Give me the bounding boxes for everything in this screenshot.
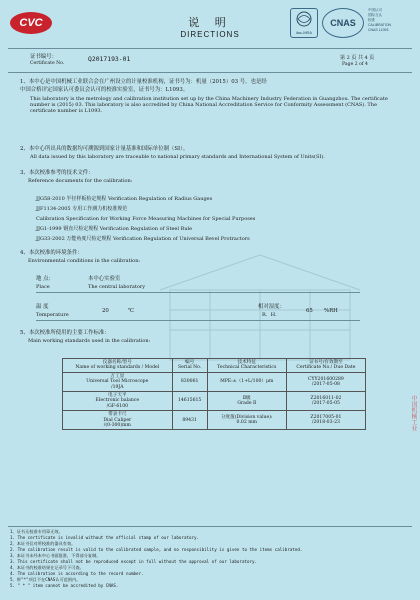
place-underline [36, 292, 360, 293]
footer-note: 2、本证书仅对所校准的器具有效。 [10, 541, 76, 546]
place-value-en: The central laboratory [88, 284, 146, 290]
reference-doc: JJG33-2002 万能角度尺检定规程 Verification Regulation of Universal Bevel Protractors [36, 236, 250, 242]
table-row [63, 411, 366, 430]
equipment-table [62, 358, 366, 430]
ilac-mra-logo: ilac-MRA [290, 8, 318, 38]
table-cell: Z2017005-01 /2018-03-23 [286, 411, 365, 430]
temp-unit: ℃ [128, 308, 135, 314]
table-row [63, 392, 366, 411]
footer-note: 5. " * " item cannot be accredited by CNAS. [10, 583, 119, 588]
reference-doc: JJG1-1999 钢直尺检定规程 Verification Regulation of Steel Rule [36, 226, 193, 232]
table-header: 证书号/有效期至 Certificate No./ Due Date [286, 359, 365, 373]
table-cell: Z2016011-02 /2017-05-05 [286, 392, 365, 411]
red-seal-stamp: 中国机械工业 [410, 395, 417, 431]
page-number-en: Page 2 of 4 [342, 62, 368, 67]
header-divider [8, 48, 412, 49]
table-header: 技术特征 Technical Characteristics [207, 359, 286, 373]
p1-en: This laboratory is the metrology and calibration institution set up by the China Machinery Industry Federation in Guangzhou. The certificate number is (2015) 03. This laboratory is also accredited by China National Accreditation Service for Conformity Assessment (CNAS). The certificate number is L1093. [30, 96, 388, 115]
reference-doc: JJF1134-2005 专用工作测力机校准规范 [36, 206, 128, 212]
rh-label-cn: 相对湿度： [258, 304, 285, 310]
table-header: 编号 Serial No. [172, 359, 207, 373]
table-cell: 89431 [172, 411, 207, 430]
cert-number: Q2017193-01 [88, 55, 131, 63]
temp-label-en: Temperature [36, 312, 69, 318]
page-number-cn: 第 2 页 共 4 页 [340, 55, 375, 61]
table-row [63, 372, 366, 391]
calibration-logo: 中国认可 国际互认 校准 CALIBRATION CNAS L1093 [368, 8, 392, 32]
p4-en: Environmental conditions in the calibration: [28, 258, 141, 264]
footer-note: 1. The certificate is invalid without the official stamp of our laboratory. [10, 535, 200, 540]
title-cn: 说 明 [188, 16, 232, 29]
footer-note: 4. The calibration is according to the record number. [10, 571, 144, 576]
table-header-row [63, 359, 366, 373]
reference-doc: Calibration Specification for Working Force Measuring Machines for Special Purposes [36, 216, 256, 222]
conditions-underline [36, 320, 360, 321]
table-header: 仪器名称/型号 Name of working standards / Model [63, 359, 173, 373]
cert-label-en: Certificate No. [30, 61, 65, 66]
p2-en: All data issued by this laboratory are traceable to national primary standards and International System of Units(SI). [30, 154, 325, 160]
p5-cn: 5、本次校准所使用的主要工作标准： [20, 330, 110, 336]
table-cell: 带表卡尺 Dial Caliper /(0-300)mm [63, 411, 173, 430]
footer-note: 5、带"*"项目不在CNAS认可范围内。 [10, 577, 81, 582]
reference-doc: JJG58-2010 半径样板检定规程 Verification Regulation of Radius Gauges [36, 196, 213, 202]
rh-value: 65 [306, 308, 313, 314]
table-cell: 830061 [172, 372, 207, 391]
temp-label-cn: 温 度 [36, 304, 49, 310]
cvc-logo: CVC [10, 12, 52, 34]
table-cell: 电子天平 Electronic balance /GF-6100 [63, 392, 173, 411]
place-label-cn: 地 点： [36, 276, 54, 282]
rh-label-en: R．H. [262, 312, 277, 318]
footer-note: 2. The calibration result is valid to the calibrated sample, and no responsibility is given to the items calibrated. [10, 547, 303, 552]
cert-divider [8, 72, 412, 73]
table-cell: CYY201600289 /2017-05-08 [286, 372, 365, 391]
rh-unit: %RH [324, 308, 338, 314]
footer-note: 1、证书无校准专用章无效。 [10, 529, 63, 534]
cnas-logo: CNAS [322, 8, 364, 38]
p3-en: Reference documents for the calibration: [28, 178, 133, 184]
title-en: DIRECTIONS [180, 30, 240, 39]
footer-note: 4、本证书的校准结果在记录号下可查。 [10, 565, 84, 570]
table-cell: 分度值(Division value): 0.02 mm [207, 411, 286, 430]
cert-label-cn: 证书编号： [30, 54, 57, 60]
table-cell: Ⅱ级 Grade Ⅱ [207, 392, 286, 411]
p2-cn: 2、本中心所出具的数据均可溯源到国家计量基准和国际单位制（SI）。 [20, 146, 189, 152]
table-cell: 14615615 [172, 392, 207, 411]
table-cell: 万工显 Universal Tool Microscope /19JA [63, 372, 173, 391]
p1-cn-line1: 1、本中心是中国机械工业联合会在广州设立的计量校准机构，证书号为：机量（2015）03 号。也是经 [20, 79, 267, 85]
place-value-cn: 本中心实验室 [88, 276, 121, 282]
p3-cn: 3、本次校准参考的技术文件： [20, 170, 94, 176]
p5-en: Main working standards used in the calibration: [28, 338, 151, 344]
footer-note: 3. This certificate shall not be reproduced except in full without the approval of our laboratory. [10, 559, 258, 564]
p4-cn: 4、本次校准的环境条件： [20, 250, 83, 256]
temp-value: 20 [102, 308, 109, 314]
footer-note: 3、本证书未经本中心书面批准，不得部分复制。 [10, 553, 101, 558]
table-cell: MPE:±（1+L/100）μm [207, 372, 286, 391]
p1-cn-line2: 中国合格评定国家认可委员会认可的校准实验室，证书号为：L1093。 [20, 87, 189, 93]
place-label-en: Place [36, 284, 50, 290]
footer-divider [8, 526, 412, 527]
